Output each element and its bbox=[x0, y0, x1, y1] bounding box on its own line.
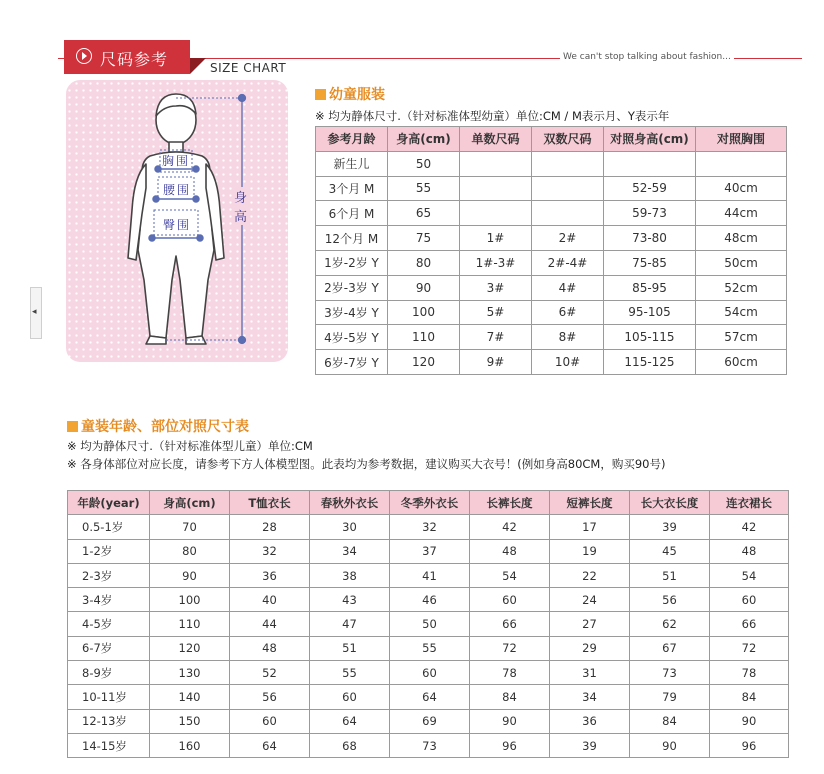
table-row bbox=[68, 563, 789, 587]
badge-fold bbox=[190, 58, 206, 74]
body-measurement-figure bbox=[66, 80, 288, 362]
table-cell: 12-13岁 bbox=[68, 709, 150, 733]
table-cell: 67 bbox=[630, 636, 710, 660]
badge-label: 尺码参考 bbox=[100, 50, 169, 69]
table-cell: 54 bbox=[470, 563, 550, 587]
table-cell: 4-5岁 bbox=[68, 612, 150, 636]
table-cell: 110 bbox=[388, 325, 460, 350]
table-cell: 34 bbox=[550, 685, 630, 709]
table-cell: 45 bbox=[630, 539, 710, 563]
table-cell: 32 bbox=[390, 515, 470, 539]
table-cell: 50 bbox=[390, 612, 470, 636]
table-row bbox=[68, 685, 789, 709]
infant-size-table bbox=[315, 126, 787, 375]
table-cell: 3# bbox=[460, 275, 532, 300]
tagline: We can't stop talking about fashion... bbox=[560, 52, 734, 62]
table-cell: 65 bbox=[388, 201, 460, 226]
table-cell: 2# bbox=[532, 226, 604, 251]
table-cell: 3个月 M bbox=[316, 176, 388, 201]
table-cell: 69 bbox=[390, 709, 470, 733]
table-cell: 50 bbox=[388, 151, 460, 176]
table-cell: 5# bbox=[460, 300, 532, 325]
table-cell: 2岁-3岁 Y bbox=[316, 275, 388, 300]
table-row bbox=[316, 176, 787, 201]
table-row bbox=[68, 588, 789, 612]
table-cell: 8-9岁 bbox=[68, 661, 150, 685]
hip-label: 臀围 bbox=[162, 218, 191, 232]
sidebar-collapse-tab[interactable] bbox=[30, 287, 42, 339]
section1-title: 幼童服装 bbox=[315, 84, 385, 104]
table-row bbox=[68, 539, 789, 563]
table-cell: 115-125 bbox=[604, 350, 696, 375]
table-row bbox=[68, 661, 789, 685]
table-cell: 40cm bbox=[696, 176, 787, 201]
table-cell: 120 bbox=[388, 350, 460, 375]
table-cell bbox=[604, 151, 696, 176]
table-cell: 22 bbox=[550, 563, 630, 587]
table-cell: 41 bbox=[390, 563, 470, 587]
table-cell: 6岁-7岁 Y bbox=[316, 350, 388, 375]
table-cell: 38 bbox=[310, 563, 390, 587]
table-cell: 12个月 M bbox=[316, 226, 388, 251]
table-cell: 68 bbox=[310, 733, 390, 757]
column-header: 连衣裙长 bbox=[710, 491, 789, 515]
table-row bbox=[316, 300, 787, 325]
table-cell: 95-105 bbox=[604, 300, 696, 325]
table-row bbox=[68, 636, 789, 660]
column-header: 年龄(year) bbox=[68, 491, 150, 515]
column-header: 冬季外衣长 bbox=[390, 491, 470, 515]
section2-title: 童装年龄、部位对照尺寸表 bbox=[67, 416, 249, 436]
table-cell: 新生儿 bbox=[316, 151, 388, 176]
column-header: 对照身高(cm) bbox=[604, 127, 696, 152]
table-cell: 52cm bbox=[696, 275, 787, 300]
size-reference-badge bbox=[64, 40, 190, 74]
section2-note2: ※ 各身体部位对应长度，请参考下方人体模型图。此表均为参考数据，建议购买大衣号！(例如身高80CM，购买90号) bbox=[67, 457, 666, 471]
table-cell: 78 bbox=[470, 661, 550, 685]
table-cell: 47 bbox=[310, 612, 390, 636]
table-cell: 96 bbox=[710, 733, 789, 757]
table-cell: 1岁-2岁 Y bbox=[316, 250, 388, 275]
table-cell: 85-95 bbox=[604, 275, 696, 300]
table-cell: 54 bbox=[710, 563, 789, 587]
column-header: 短裤长度 bbox=[550, 491, 630, 515]
table-cell: 150 bbox=[150, 709, 230, 733]
table-cell: 66 bbox=[470, 612, 550, 636]
table-cell: 90 bbox=[710, 709, 789, 733]
table-cell: 54cm bbox=[696, 300, 787, 325]
section1-note: ※ 均为静体尺寸.（针对标准体型幼童）单位:CM / M表示月、Y表示年 bbox=[315, 109, 670, 123]
table-cell: 64 bbox=[310, 709, 390, 733]
table-cell: 56 bbox=[630, 588, 710, 612]
table-cell: 44cm bbox=[696, 201, 787, 226]
table-cell: 140 bbox=[150, 685, 230, 709]
table-cell: 105-115 bbox=[604, 325, 696, 350]
table-cell: 120 bbox=[150, 636, 230, 660]
table-header-row bbox=[68, 491, 789, 515]
table-cell: 90 bbox=[388, 275, 460, 300]
table-cell: 90 bbox=[630, 733, 710, 757]
table-cell: 37 bbox=[390, 539, 470, 563]
table-cell: 28 bbox=[230, 515, 310, 539]
table-cell: 0.5-1岁 bbox=[68, 515, 150, 539]
table-header-row bbox=[316, 127, 787, 152]
table-cell: 51 bbox=[310, 636, 390, 660]
column-header: 单数尺码 bbox=[460, 127, 532, 152]
table-row bbox=[316, 325, 787, 350]
table-cell: 84 bbox=[710, 685, 789, 709]
column-header: 长裤长度 bbox=[470, 491, 550, 515]
table-row bbox=[316, 201, 787, 226]
table-cell: 52 bbox=[230, 661, 310, 685]
table-row bbox=[68, 733, 789, 757]
table-cell: 60cm bbox=[696, 350, 787, 375]
size-chart-subtitle: SIZE CHART bbox=[210, 61, 287, 75]
table-cell: 36 bbox=[550, 709, 630, 733]
table-cell: 17 bbox=[550, 515, 630, 539]
table-cell: 39 bbox=[630, 515, 710, 539]
table-cell: 10-11岁 bbox=[68, 685, 150, 709]
table-cell: 100 bbox=[388, 300, 460, 325]
table-cell bbox=[696, 151, 787, 176]
table-cell: 56 bbox=[230, 685, 310, 709]
table-cell: 75-85 bbox=[604, 250, 696, 275]
table-cell: 10# bbox=[532, 350, 604, 375]
table-cell bbox=[532, 151, 604, 176]
column-header: 身高(cm) bbox=[388, 127, 460, 152]
table-cell: 3岁-4岁 Y bbox=[316, 300, 388, 325]
table-cell: 39 bbox=[550, 733, 630, 757]
table-cell: 1-2岁 bbox=[68, 539, 150, 563]
column-header: 双数尺码 bbox=[532, 127, 604, 152]
table-cell: 4# bbox=[532, 275, 604, 300]
table-cell: 42 bbox=[710, 515, 789, 539]
column-header: 对照胸围 bbox=[696, 127, 787, 152]
table-cell: 6# bbox=[532, 300, 604, 325]
table-cell bbox=[532, 176, 604, 201]
table-cell: 55 bbox=[390, 636, 470, 660]
table-row bbox=[316, 275, 787, 300]
table-cell: 40 bbox=[230, 588, 310, 612]
table-cell: 6-7岁 bbox=[68, 636, 150, 660]
arrow-circle-icon bbox=[76, 48, 92, 64]
table-cell: 160 bbox=[150, 733, 230, 757]
table-cell: 90 bbox=[150, 563, 230, 587]
table-cell: 130 bbox=[150, 661, 230, 685]
table-cell: 64 bbox=[390, 685, 470, 709]
table-cell: 60 bbox=[710, 588, 789, 612]
table-row bbox=[316, 151, 787, 176]
table-row bbox=[68, 515, 789, 539]
table-cell bbox=[460, 201, 532, 226]
table-cell bbox=[460, 151, 532, 176]
table-cell: 29 bbox=[550, 636, 630, 660]
table-cell: 75 bbox=[388, 226, 460, 251]
table-cell: 60 bbox=[230, 709, 310, 733]
table-cell: 9# bbox=[460, 350, 532, 375]
column-header: T恤衣长 bbox=[230, 491, 310, 515]
table-cell: 48 bbox=[710, 539, 789, 563]
table-cell: 73 bbox=[630, 661, 710, 685]
table-cell: 96 bbox=[470, 733, 550, 757]
column-header: 身高(cm) bbox=[150, 491, 230, 515]
table-cell: 4岁-5岁 Y bbox=[316, 325, 388, 350]
table-cell: 62 bbox=[630, 612, 710, 636]
table-cell: 1#-3# bbox=[460, 250, 532, 275]
table-cell: 64 bbox=[230, 733, 310, 757]
table-cell: 48 bbox=[230, 636, 310, 660]
table-cell: 3-4岁 bbox=[68, 588, 150, 612]
table-cell: 72 bbox=[470, 636, 550, 660]
table-row bbox=[316, 350, 787, 375]
table-cell: 84 bbox=[630, 709, 710, 733]
table-cell: 46 bbox=[390, 588, 470, 612]
chest-label: 胸围 bbox=[161, 154, 190, 168]
table-cell: 27 bbox=[550, 612, 630, 636]
table-cell: 90 bbox=[470, 709, 550, 733]
table-cell: 79 bbox=[630, 685, 710, 709]
table-cell bbox=[460, 176, 532, 201]
column-header: 长大衣长度 bbox=[630, 491, 710, 515]
table-cell: 55 bbox=[310, 661, 390, 685]
table-cell: 24 bbox=[550, 588, 630, 612]
table-cell: 51 bbox=[630, 563, 710, 587]
table-row bbox=[68, 612, 789, 636]
table-row bbox=[68, 709, 789, 733]
table-cell: 60 bbox=[310, 685, 390, 709]
table-cell: 2#-4# bbox=[532, 250, 604, 275]
table-cell: 72 bbox=[710, 636, 789, 660]
table-cell: 50cm bbox=[696, 250, 787, 275]
table-cell: 32 bbox=[230, 539, 310, 563]
table-row bbox=[316, 250, 787, 275]
table-cell: 100 bbox=[150, 588, 230, 612]
section2-note1: ※ 均为静体尺寸.（针对标准体型儿童）单位:CM bbox=[67, 439, 313, 453]
table-cell: 73 bbox=[390, 733, 470, 757]
table-cell: 48cm bbox=[696, 226, 787, 251]
table-cell: 73-80 bbox=[604, 226, 696, 251]
table-cell: 60 bbox=[470, 588, 550, 612]
table-cell: 57cm bbox=[696, 325, 787, 350]
table-cell: 55 bbox=[388, 176, 460, 201]
height-label-1: 身 bbox=[234, 187, 247, 206]
table-cell: 80 bbox=[150, 539, 230, 563]
table-cell: 7# bbox=[460, 325, 532, 350]
column-header: 参考月龄 bbox=[316, 127, 388, 152]
table-cell: 2-3岁 bbox=[68, 563, 150, 587]
table-cell: 66 bbox=[710, 612, 789, 636]
table-cell: 43 bbox=[310, 588, 390, 612]
column-header: 春秋外衣长 bbox=[310, 491, 390, 515]
table-cell: 59-73 bbox=[604, 201, 696, 226]
table-cell: 44 bbox=[230, 612, 310, 636]
table-cell: 78 bbox=[710, 661, 789, 685]
table-cell: 70 bbox=[150, 515, 230, 539]
table-cell: 42 bbox=[470, 515, 550, 539]
waist-label: 腰围 bbox=[162, 183, 191, 197]
table-cell: 84 bbox=[470, 685, 550, 709]
table-cell: 30 bbox=[310, 515, 390, 539]
table-cell: 31 bbox=[550, 661, 630, 685]
caret-left-icon: ◂ bbox=[32, 307, 37, 317]
table-cell bbox=[532, 201, 604, 226]
table-cell: 8# bbox=[532, 325, 604, 350]
height-label-2: 高 bbox=[234, 206, 247, 225]
table-cell: 110 bbox=[150, 612, 230, 636]
table-cell: 60 bbox=[390, 661, 470, 685]
table-cell: 14-15岁 bbox=[68, 733, 150, 757]
table-cell: 48 bbox=[470, 539, 550, 563]
kids-size-table bbox=[67, 490, 789, 758]
table-row bbox=[316, 226, 787, 251]
table-cell: 1# bbox=[460, 226, 532, 251]
table-cell: 52-59 bbox=[604, 176, 696, 201]
table-cell: 80 bbox=[388, 250, 460, 275]
table-cell: 36 bbox=[230, 563, 310, 587]
table-cell: 34 bbox=[310, 539, 390, 563]
table-cell: 6个月 M bbox=[316, 201, 388, 226]
table-cell: 19 bbox=[550, 539, 630, 563]
